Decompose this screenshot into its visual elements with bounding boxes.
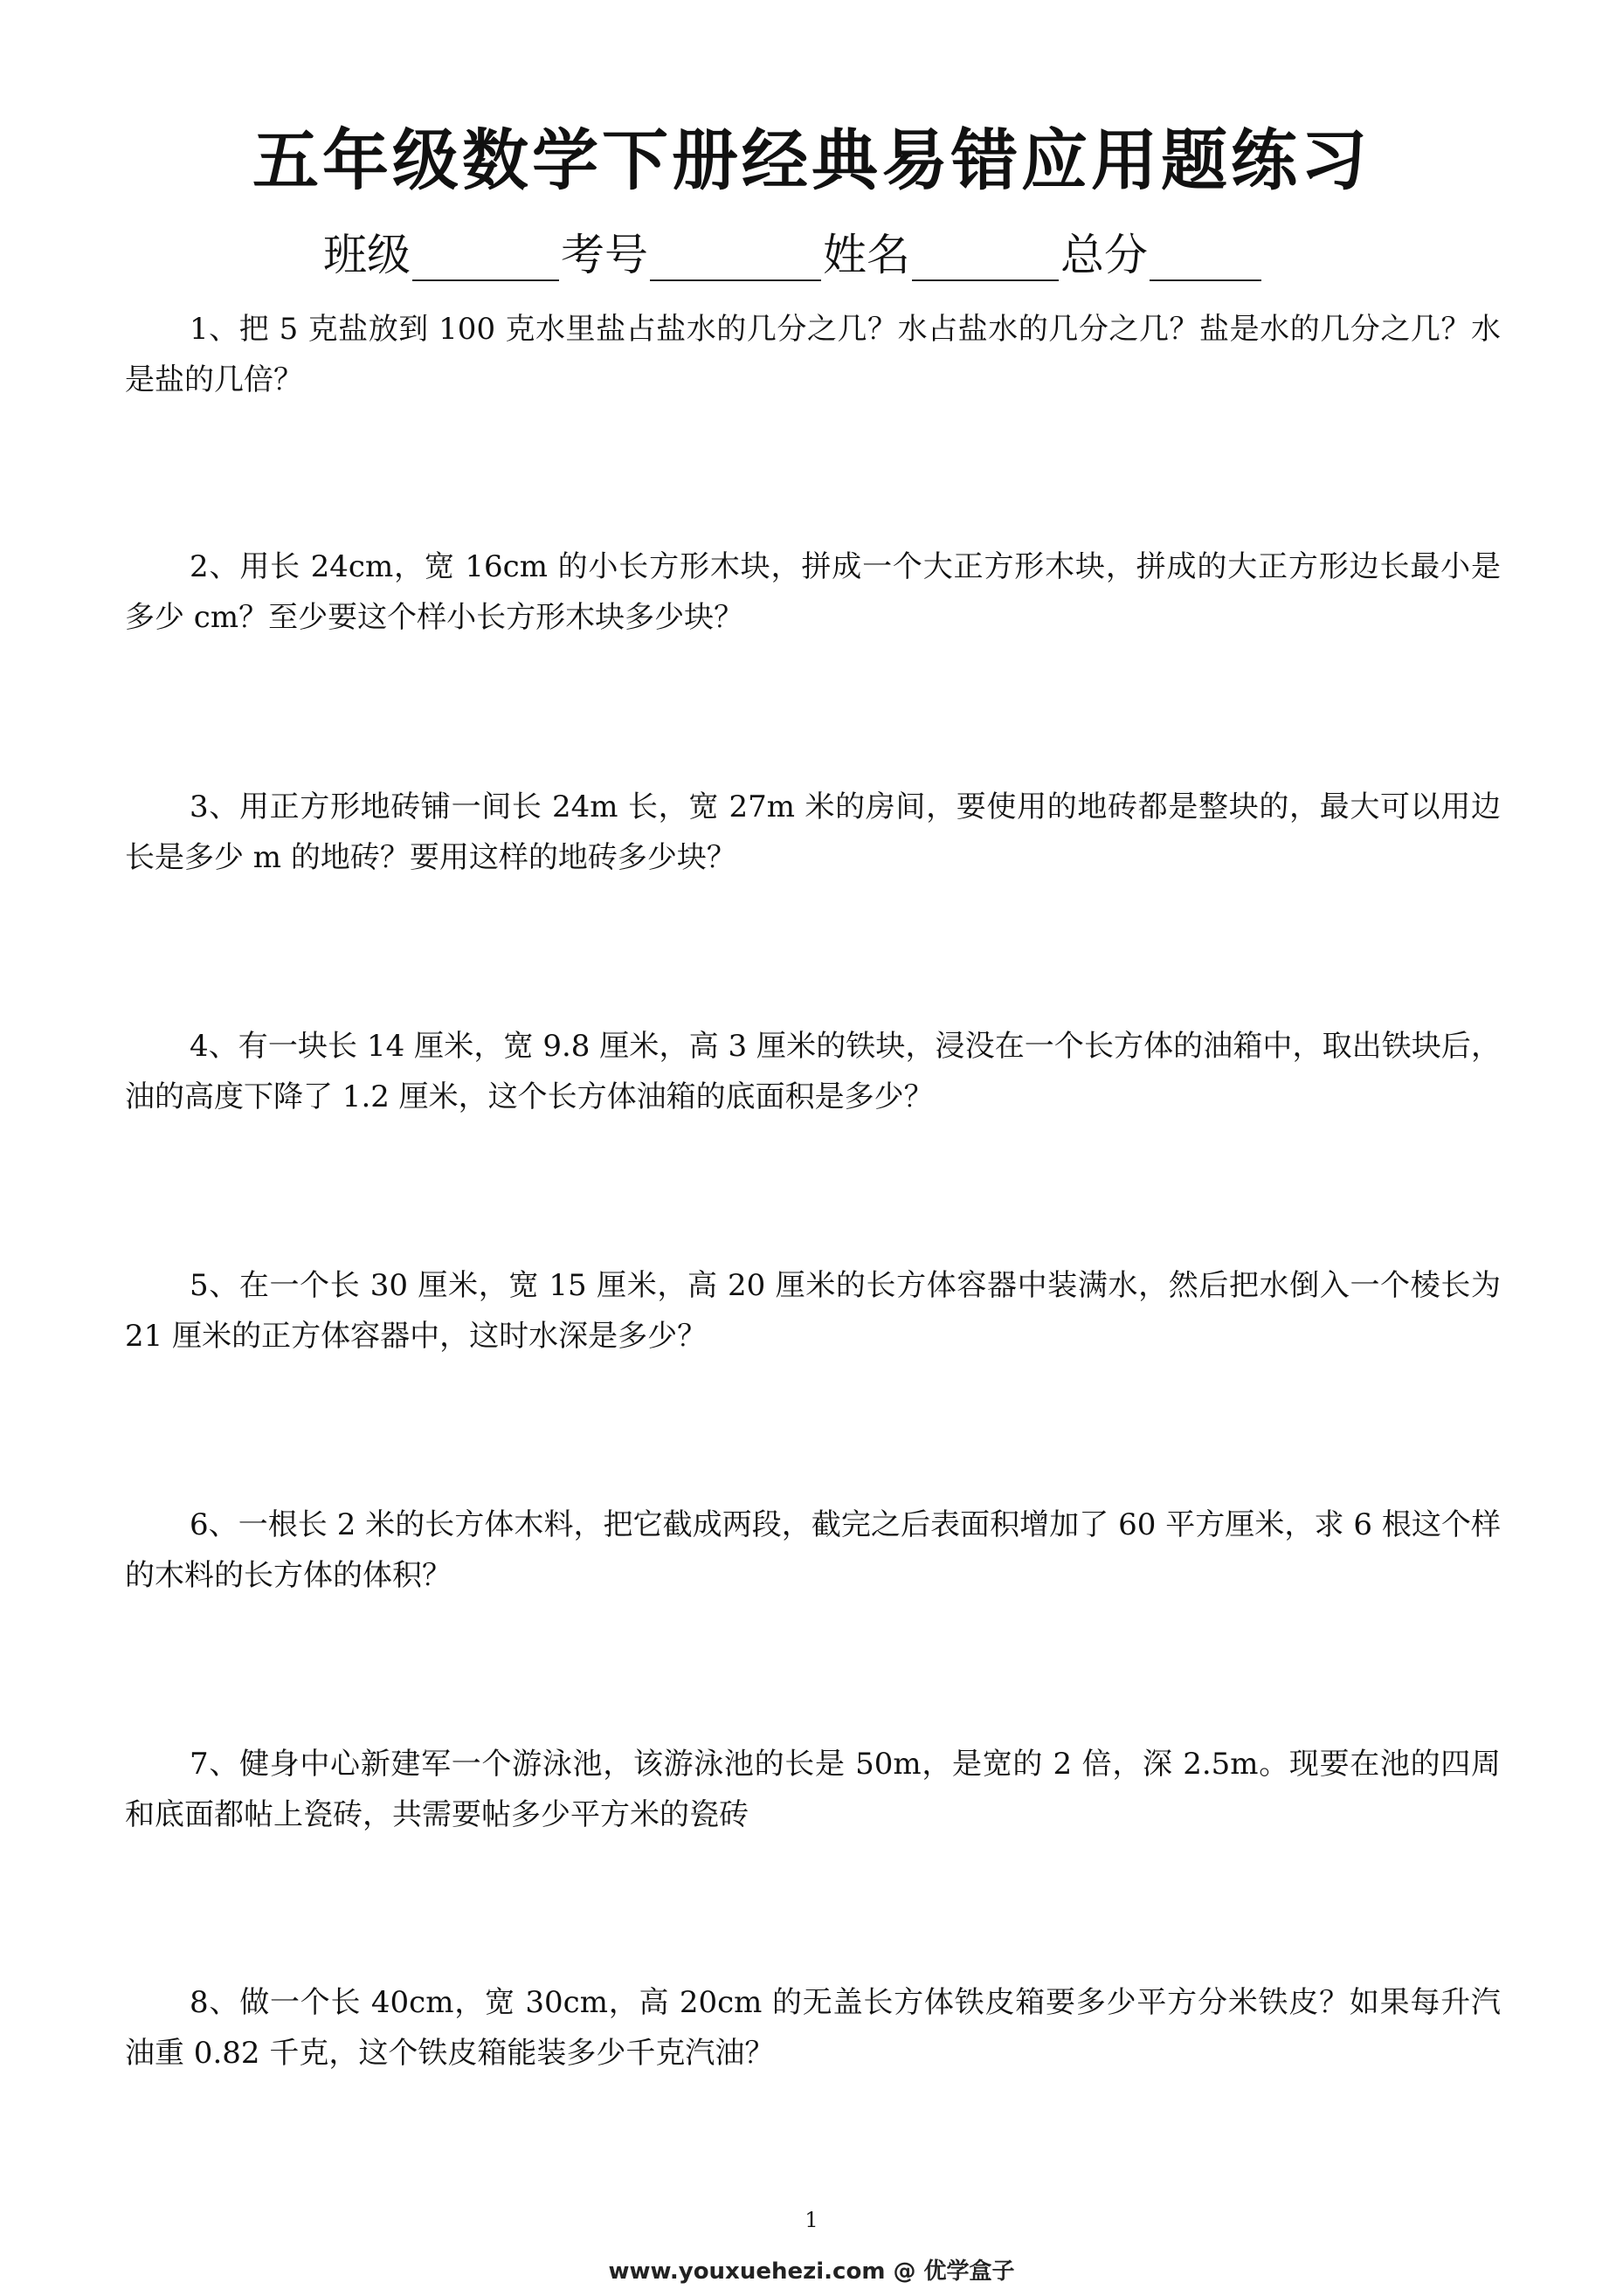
question-7: 7、健身中心新建军一个游泳池，该游泳池的长是 50m，是宽的 2 倍，深 2.5m。现要在池的四周和底面都帖上瓷砖，共需要帖多少平方米的瓷砖 [125,1747,1501,1832]
question-4: 4、有一块长 14 厘米，宽 9.8 厘米，高 3 厘米的铁块，浸没在一个长方体的油箱中，取出铁块后，油的高度下降了 1.2 厘米，这个长方体油箱的底面积是多少？ [125,1029,1501,1114]
question-3: 3、用正方形地砖铺一间长 24m 长，宽 27m 米的房间，要使用的地砖都是整块的，最大可以用边长是多少 m 的地砖？要用这样的地砖多少块？ [125,789,1501,875]
page-number: 1 [805,2208,818,2232]
name-blank[interactable] [912,238,1059,281]
question-5: 5、在一个长 30 厘米，宽 15 厘米，高 20 厘米的长方体容器中装满水，然后把水倒入一个棱长为 21 厘米的正方体容器中，这时水深是多少？ [125,1268,1501,1354]
score-blank[interactable] [1150,238,1261,281]
footer-watermark: www.youxuehezi.com @ 优学盒子 [608,2258,1015,2285]
question-1: 1、把 5 克盐放到 100 克水里盐占盐水的几分之几？水占盐水的几分之几？盐是水的几分之几？水是盐的几倍？ [125,312,1501,397]
exam-no-field [561,229,823,281]
question-6: 6、一根长 2 米的长方体木料，把它截成两段，截完之后表面积增加了 60 平方厘米，求 6 根这个样的木料的长方体的体积？ [125,1507,1501,1593]
exam-no-label: 考号 [561,230,648,280]
student-info-row [323,229,1263,281]
score-label: 总分 [1060,230,1148,280]
page-title: 五年级数学下册经典易错应用题练习 [252,121,1371,199]
score-field [1060,229,1263,281]
question-8: 8、做一个长 40cm，宽 30cm，高 20cm 的无盖长方体铁皮箱要多少平方分米铁皮？如果每升汽油重 0.82 千克，这个铁皮箱能装多少千克汽油？ [125,1985,1501,2071]
exam-no-blank[interactable] [650,238,821,281]
class-field [323,229,561,281]
name-label: 姓名 [823,230,910,280]
question-2: 2、用长 24cm，宽 16cm 的小长方形木块，拼成一个大正方形木块，拼成的大正方形边长最小是多少 cm？至少要这个样小长方形木块多少块？ [125,549,1501,635]
class-blank[interactable] [412,238,559,281]
class-label: 班级 [323,230,411,280]
name-field [823,229,1060,281]
